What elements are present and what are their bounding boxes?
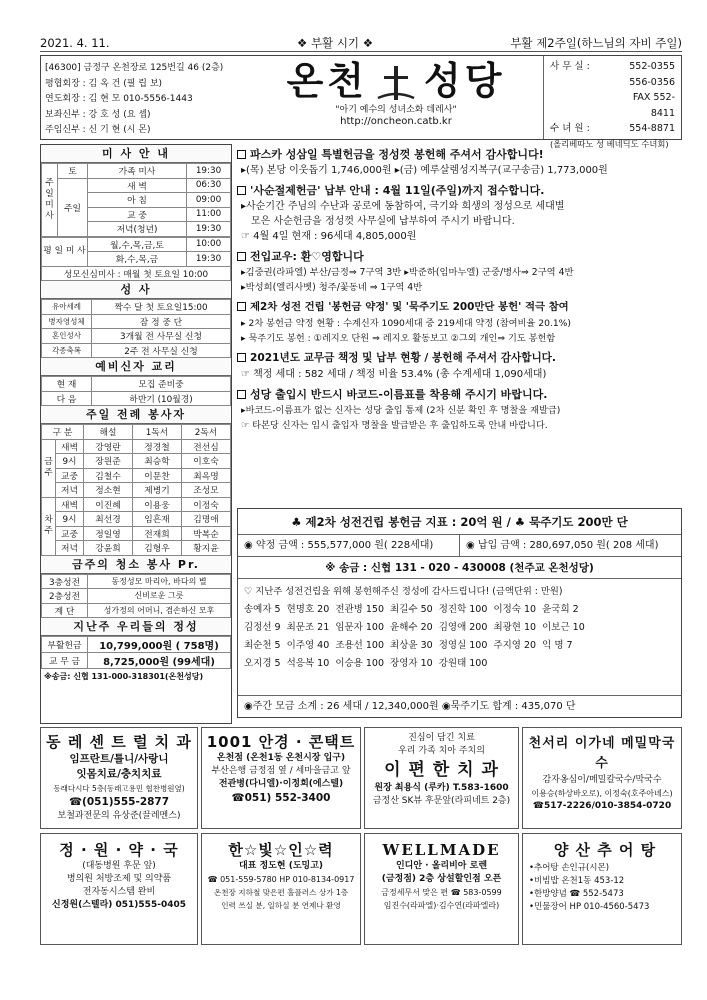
square-bullet-icon — [237, 390, 246, 399]
donor-row: 최순천 5 이주영 40 조용선 100 최상윤 30 정영실 100 주지영 20 익 명 7 — [244, 640, 573, 651]
marian-mass: 성모신심미사 : 매월 첫 토요일 10:00 — [42, 266, 231, 281]
sunday-mass-label: 주일미사 — [42, 164, 58, 237]
offering-table: 부활헌금 10,799,000원 ( 758명) 교 무 금 8,725,000원 (99세대) — [41, 636, 231, 669]
masthead — [40, 55, 682, 149]
ad-dental-2: 진심이 담긴 치료 우리 가족 치아 주치의 이 편 한 치 과 원장 최용식 (루카) T.583-1600 금정산 SK뷰 후문앞(라피네트 2층) — [364, 727, 519, 829]
paid-amount: ◉ 납입 금액 : 280,697,050 원( 208 세대) — [466, 540, 659, 551]
catechumen-table: 현 재 모집 준비중 다 음 하반기 (10월경) — [41, 376, 231, 406]
square-bullet-icon — [237, 302, 246, 311]
motto: "아기 예수의 성녀소화 데레사" — [335, 105, 457, 115]
title-left: 온천 — [286, 59, 368, 103]
square-bullet-icon — [237, 353, 246, 362]
offering-account: ※송금: 신협 131-000-318301(온천성당) — [44, 672, 204, 681]
ad-staffing: 한☆빛☆인☆력 대표 정도현 (도밍고) ☎ 051-559-5780 HP 010-8134-0917 온천장 지하철 맞은편 홀플러스 상가 1층 인력 쓰실 분, 일하실 분 연제나 환영 — [201, 833, 361, 945]
next-week-label: 차주 — [42, 497, 56, 555]
council-president: 평협회장 : 김 옥 건 (필 립 보) — [45, 78, 163, 89]
parish-info — [45, 61, 235, 139]
pledge-amount: ◉ 약정 금액 : 555,577,000 원( 228세대) — [238, 535, 460, 556]
this-week-label: 금주 — [42, 439, 56, 497]
weekday-mass-label: 평 일 미 사 — [42, 237, 88, 266]
pastor: 주임신부 : 신 기 현 (시 몬) — [45, 125, 151, 135]
contact-box: 사 무 실 : 552-0355 556-0356 FAX 552-8411 수 녀 원 : 554-8871 (올리베따노 성 베네딕도 수녀회) — [543, 56, 681, 139]
ad-pharmacy: 정 · 원 · 약 · 국 (대동병원 후문 앞) 병의원 처방조제 및 의약품 전자동시스템 완비 신정원(스텔라) 051)555-0405 — [40, 833, 198, 945]
offering-title: 지난주 우리들의 정성 — [41, 618, 231, 636]
building-fund-box — [237, 508, 682, 718]
mass-title: 미 사 안 내 — [41, 145, 231, 163]
advertisements — [40, 727, 682, 965]
servers-title: 주일 전례 봉사자 — [41, 406, 231, 424]
sunday-name: 부활 제2주일(하느님의 자비 주일) — [510, 35, 682, 50]
ad-dental-1: 동 레 센 트 럴 치 과 임프란트/틀니/사랑니 잇몸치료/충치치료 동래다시다 5층(동래고용민 협찬병원옆) ☎(051)555-2877 보철과전문의 유상준(끌레멘스) — [40, 727, 198, 829]
cleaning-table: 3층성전 동정성모 마리아, 바다의 별 2층성전 신비로운 그릇 계 단 성가정의 어머니, 겸손하신 모후 — [41, 574, 231, 619]
assistant-priest: 보좌신부 : 강 호 성 (요 셉) — [45, 109, 151, 120]
notice-4: 제2차 성전 건립 '봉헌금 약정' 및 '묵주기도 200만단 봉헌' 적극 참여 ▸ 2차 봉헌금 약정 현황 : 수계신자 1090세대 중 219세대 약정 (참여비율 20.1%) ▸ 묵주기도 봉헌 : ①레지오 단원 ⇒ 레지오 활동보고 ②그외 개인⇒ 기도 봉헌함 — [237, 299, 682, 346]
office-phone: 552-0355 — [629, 61, 675, 72]
website-link[interactable]: http://oncheon.catb.kr — [340, 116, 452, 127]
thanks-line: ♡ 지난주 성전건립을 위해 봉헌해주신 정성에 감사드립니다! (금액단위 : 만원) — [244, 586, 563, 597]
ad-optician: 1001 안경 · 콘택트 온천점 (온천1동 온천시장 입구) 부산은행 금정점 옆 / 세마을금고 앞 전관병(다니엘)·이정희(에스텔) ☎051) 552-3400 — [201, 727, 361, 829]
funeral-president: 연도회장 : 김 현 모 010-5556-1443 — [45, 94, 193, 104]
notice-1: 파스카 성삼일 특별헌금을 정성껏 봉헌해 주셔서 감사합니다! ▸(목) 본당 이웃돕기 1,746,000원 ▸(금) 예루살렘성지복구(교구송금) 1,773,000원 — [237, 146, 682, 178]
notice-6: 성당 출입시 반드시 바코드-이름표를 착용해 주시기 바랍니다. ▸바코드-이름표가 없는 신자는 성당 출입 통제 (2차 신분 확인 후 명찰을 재발급) ☞ 타본당 신자는 임시 출입자 명찰을 발급받은 후 출입하도록 안내 바랍니다. — [237, 386, 682, 433]
top-line — [40, 34, 682, 52]
square-bullet-icon — [237, 150, 246, 159]
parish-logo — [246, 58, 546, 138]
catechumen-title: 예비신자 교리 — [41, 358, 231, 376]
address: [46300] 금정구 온천장로 125번길 46 (2층) — [45, 63, 224, 73]
office-phone-2: 556-0356 — [629, 76, 675, 88]
sacraments-title: 성 사 — [41, 281, 231, 299]
convent-phone: 554-8871 — [629, 123, 675, 134]
mass-table: 주일미사 토 가족 미사 19:30 주일 새 벽 06:30 아 침 09:00 교 중 11:00 저녁(청년) 19:30 — [41, 163, 231, 237]
weekday-mass-table: 평 일 미 사 월,수,목,금,토 10:00 화,수,목,금 19:30 성모신심미사 : 매월 첫 토요일 10:00 — [41, 237, 231, 282]
left-column — [40, 144, 232, 724]
servers-table: 구 분 해설 1독서 2독서 금주 새벽 강영란 정경철 전선심 9시 장원준 최승학 이호숙 교중 김철수 이문찬 최옥명 저녁 정소현 제병기 조성모 차주 새벽 이진혜 이용웅 이정숙 9시 최선경 임흔재 김명애 교중 정일영 전재희 박복순 저녁 강윤희 김형우 황지윤 — [41, 424, 231, 556]
ad-clothing: WELLMADE 인디안 · 올리비아 로렌 (금정점) 2층 상설할인점 오픈 금정세무서 맞은 편 ☎ 583-0599 임진수(라파엘)·김수연(라파엘라) — [364, 833, 519, 945]
donor-row: 김정선 9 최문조 21 임문자 100 윤해수 20 김영애 200 최광현 10 이보근 10 — [244, 622, 585, 633]
fax: FAX 552-8411 — [632, 92, 675, 119]
cleaning-title: 금주의 청소 봉사 Pr. — [41, 556, 231, 574]
notice-5: 2021년도 교무금 책정 및 납부 현황 / 봉헌해 주셔서 감사합니다. ☞ 책정 세대 : 582 세대 / 책정 비율 53.4% (총 수계세대 1,090세대) — [237, 350, 682, 382]
notice-2: '사순절제헌금' 납부 안내 : 4월 11일(주일)까지 접수합니다. ▸사순기간 주님의 수난과 공로에 동참하여, 극기와 희생의 정성으로 세대별 모은 사순헌금을 정성껏 사무실에 납부하여 주시기 바랍니다. ☞ 4월 4일 현재 : 96세대 4,805,000원 — [237, 182, 682, 244]
square-bullet-icon — [237, 186, 246, 195]
square-bullet-icon — [237, 252, 246, 261]
donor-row: 오지경 5 석응복 10 이승용 100 장영자 10 강원태 100 — [244, 658, 488, 669]
title-right: 성당 — [424, 59, 506, 103]
fund-goal: ♣ 제2차 성전건립 봉헌금 지표 : 20억 원 / ♣ 묵주기도 200만 단 — [238, 509, 681, 535]
notice-3: 전입교우: 환♡영합니다 ▸김중권(라파엘) 부산/금정⇒ 7구역 3반 ▸박준하(임마누엘) 군중/병사⇒ 2구역 4반 ▸박성희(엘리사벳) 청주/꽃동네 ⇒ 1구역 4반 — [237, 248, 682, 295]
fund-account: ※ 송금 : 신협 131 - 020 - 430008 (천주교 온천성당) — [238, 557, 681, 579]
cross-icon — [376, 64, 416, 104]
liturgical-season: ❖ 부활 시기 ❖ — [296, 35, 374, 50]
weekly-total: ◉주간 모금 소계 : 26 세대 / 12,340,000원 ◉묵주기도 합계 : 435,070 단 — [238, 695, 681, 717]
sisters-order: (올리베따노 성 베네딕도 수녀회) — [550, 138, 669, 149]
ad-restaurant: 양 산 추 어 탕 •추어탕 손인규(시몬) •비빔밥 온천1동 453-12 •한방양념 ☎ 552-5473 •민물장어 HP 010-4560-5473 — [522, 833, 682, 945]
donor-row: 송예자 5 현명호 20 전관병 150 최길수 50 정진학 100 이정숙 10 윤국희 2 — [244, 604, 579, 615]
ad-noodles: 천서리 이가네 메밀막국수 감자옹심이/메밀칼국수/막국수 이용승(하상바오로), 이정숙(호주아녜스) ☎517-2226/010-3854-0720 — [522, 727, 682, 829]
sacraments-table: 유아세례 짝수 달 첫 토요일15:00 병자영성체 잠 정 중 단 혼인성사 3개월 전 사무실 신청 각종축복 2주 전 사무실 신청 — [41, 299, 231, 358]
bulletin-date: 2021. 4. 11. — [40, 35, 110, 50]
